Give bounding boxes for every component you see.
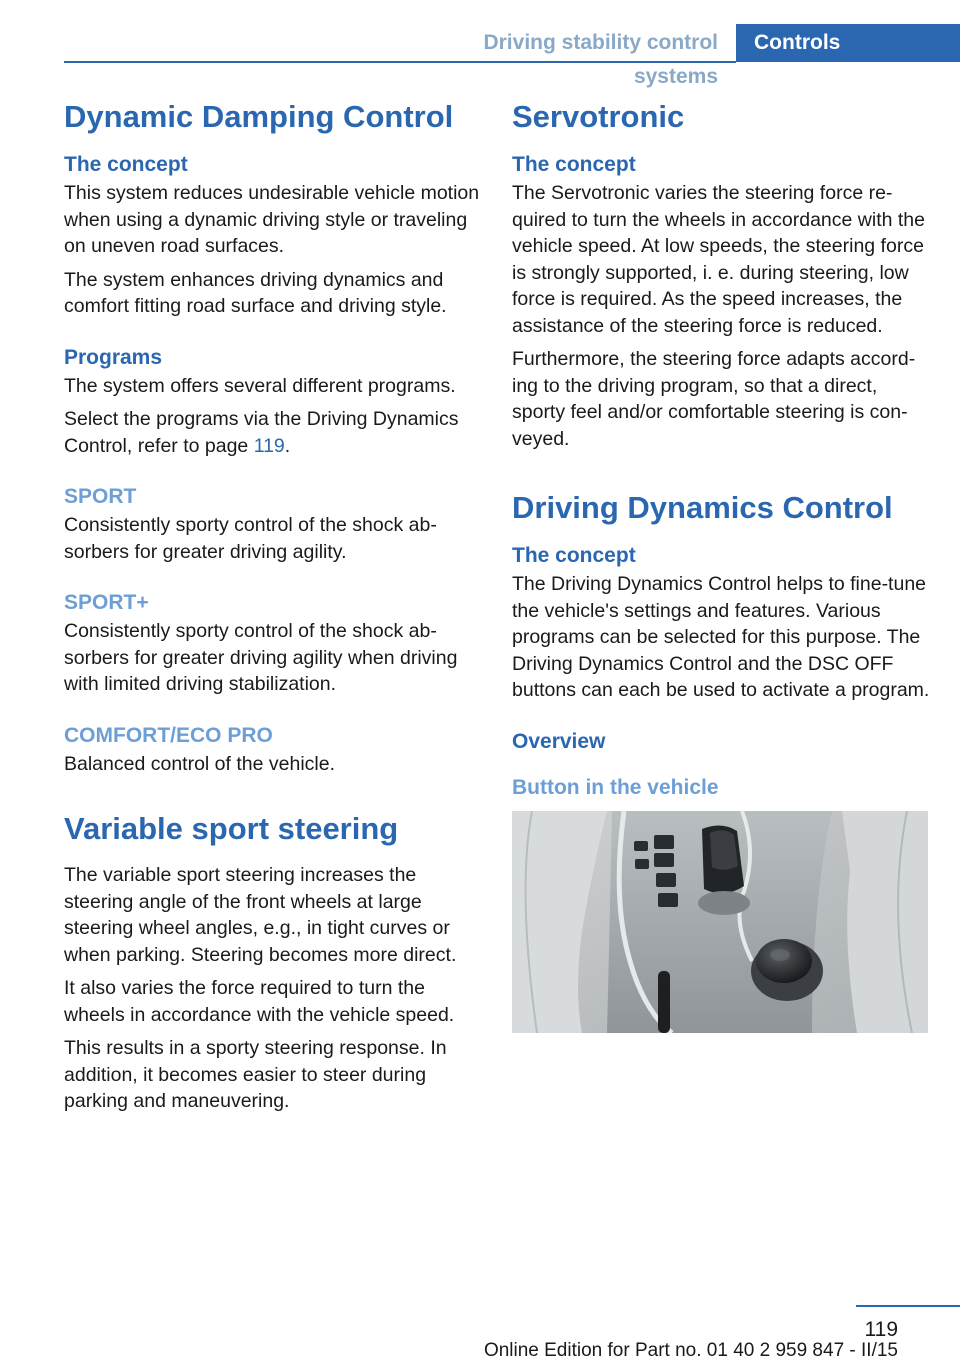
- heading-overview: Overview: [512, 729, 606, 753]
- edition-note: Online Edition for Part no. 01 40 2 959 847 - II/15: [483, 1340, 898, 1361]
- center-console-photo: [512, 811, 928, 1033]
- heading-sport-plus: SPORT+: [64, 591, 149, 614]
- paragraph: The Servotronic varies the steering force required to turn the wheels in accordance with the vehicle speed. At low speeds, the steering force is strongly supported, i. e. during steering, low force is required. As the speed increases, the assistance of the steering force is reduced.: [512, 182, 925, 337]
- right-column: [512, 98, 932, 1033]
- paragraph: Consistently sporty control of the shock absorbers for greater driving agility when driving with limited driving stabilization.: [64, 620, 458, 695]
- heading-button-in-vehicle: Button in the vehicle: [512, 775, 719, 799]
- running-header-chapter: Controls: [736, 24, 960, 62]
- heading-programs: Programs: [64, 345, 163, 369]
- left-column: [64, 98, 484, 1122]
- paragraph: The system offers several different programs.: [64, 374, 456, 397]
- header-rule: [64, 61, 736, 63]
- running-header-section: Driving stability control systems: [483, 31, 718, 88]
- paragraph: The Driving Dynamics Control helps to fine-tune the vehicle's settings and features. Various programs can be selected for this purpose. The Driving Dynamics Control and the DSC OFF buttons can each be used to activate a program.: [512, 573, 930, 701]
- paragraph: The variable sport steering increases the steering angle of the front wheels at large steering wheel angles, e.g., in tight curves or when parking. Steering becomes more direct.: [64, 864, 457, 966]
- page-link[interactable]: 119: [253, 434, 285, 457]
- paragraph-page-reference: Select the programs via the Driving Dynamics Control, refer to page 119.: [64, 408, 459, 457]
- heading-dynamic-damping-control: Dynamic Damping Control: [64, 99, 454, 134]
- heading-driving-dynamics-control: Driving Dynamics Control: [512, 490, 893, 525]
- heading-the-concept: The concept: [512, 153, 636, 176]
- paragraph: It also varies the force required to turn the wheels in accordance with the vehicle speed.: [64, 977, 455, 1026]
- heading-sport: SPORT: [64, 485, 137, 508]
- paragraph: Balanced control of the vehicle.: [64, 752, 336, 775]
- paragraph: This results in a sporty steering response. In addition, it becomes easier to steer during parking and maneuvering.: [64, 1037, 447, 1112]
- heading-the-concept: The concept: [64, 153, 188, 176]
- paragraph: Furthermore, the steering force adapts according to the driving program, so that a direct, sporty feel and/or comfortable steering is conveyed.: [512, 348, 916, 450]
- footer-rule: [856, 1305, 960, 1307]
- paragraph: Consistently sporty control of the shock absorbers for greater driving agility.: [64, 514, 437, 563]
- heading-comfort-eco-pro: COMFORT/ECO PRO: [64, 723, 273, 747]
- page-number: 119: [864, 1318, 898, 1341]
- heading-the-concept: The concept: [512, 544, 636, 567]
- paragraph: This system reduces undesirable vehicle motion when using a dynamic driving style or traveling on uneven road surfaces.: [64, 182, 480, 257]
- heading-variable-sport-steering: Variable sport steering: [64, 811, 399, 846]
- heading-servotronic: Servotronic: [512, 99, 685, 134]
- paragraph: The system enhances driving dynamics and comfort fitting road surface and driving style.: [64, 268, 447, 317]
